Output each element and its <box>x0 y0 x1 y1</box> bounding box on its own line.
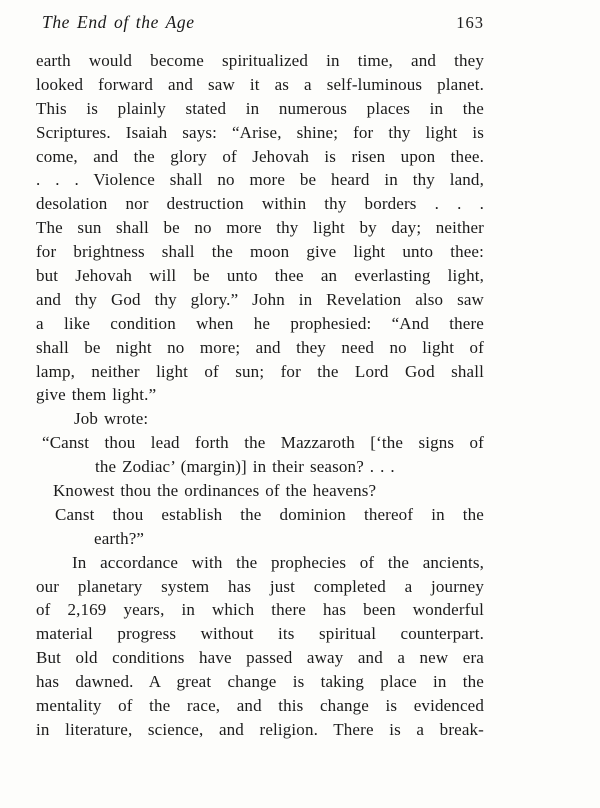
running-header-title: The End of the Age <box>42 12 195 32</box>
text-line: But old conditions have passed away and a new era <box>36 648 484 668</box>
text-line: the Zodiac’ (margin)] in their season? . . . <box>95 457 395 477</box>
text-line: This is plainly stated in numerous places in the <box>36 98 484 118</box>
text-line: in literature, science, and religion. There is a break- <box>36 719 484 739</box>
running-header <box>36 12 484 34</box>
text-line: earth would become spiritualized in time, and they <box>36 51 484 70</box>
text-line: mentality of the race, and this change is evidenced <box>36 696 484 716</box>
text-line: of 2,169 years, in which there has been wonderful <box>36 600 484 620</box>
text-line: a like condition when he prophesied: “And there <box>36 313 484 333</box>
text-line: material progress without its spiritual counterpart. <box>36 624 484 644</box>
text-line: In accordance with the prophecies of the ancients, <box>72 552 484 572</box>
text-line: looked forward and saw it as a self-luminous planet. <box>36 74 484 94</box>
text-line: but Jehovah will be unto thee an everlasting light, <box>36 266 484 286</box>
page-number: 163 <box>456 13 484 32</box>
text-block <box>36 49 484 742</box>
text-line: our planetary system has just completed a journey <box>36 576 484 596</box>
text-line: has dawned. A great change is taking place in the <box>36 672 484 692</box>
text-line: The sun shall be no more thy light by day; neither <box>36 218 484 238</box>
text-line: Knowest thou the ordinances of the heavens? <box>53 481 377 501</box>
text-line: for brightness shall the moon give light unto thee: <box>36 242 484 262</box>
text-line: desolation nor destruction within thy borders . . . <box>36 194 484 214</box>
text-line: Scriptures. Isaiah says: “Arise, shine; for thy light is <box>36 122 484 142</box>
text-line: lamp, neither light of sun; for the Lord God shall <box>36 361 484 381</box>
text-line: give them light.” <box>36 385 157 405</box>
text-line: “Canst thou lead forth the Mazzaroth [‘the signs of <box>42 433 484 453</box>
text-line: Job wrote: <box>74 409 149 429</box>
text-line: shall be night no more; and they need no light of <box>36 337 484 357</box>
text-line: and thy God thy glory.” John in Revelation also saw <box>36 289 484 309</box>
text-line: come, and the glory of Jehovah is risen upon thee. <box>36 146 484 166</box>
text-line: earth?” <box>94 528 145 548</box>
text-line: Canst thou establish the dominion thereof in the <box>55 504 484 524</box>
text-line: . . . Violence shall no more be heard in thy land, <box>36 170 484 190</box>
